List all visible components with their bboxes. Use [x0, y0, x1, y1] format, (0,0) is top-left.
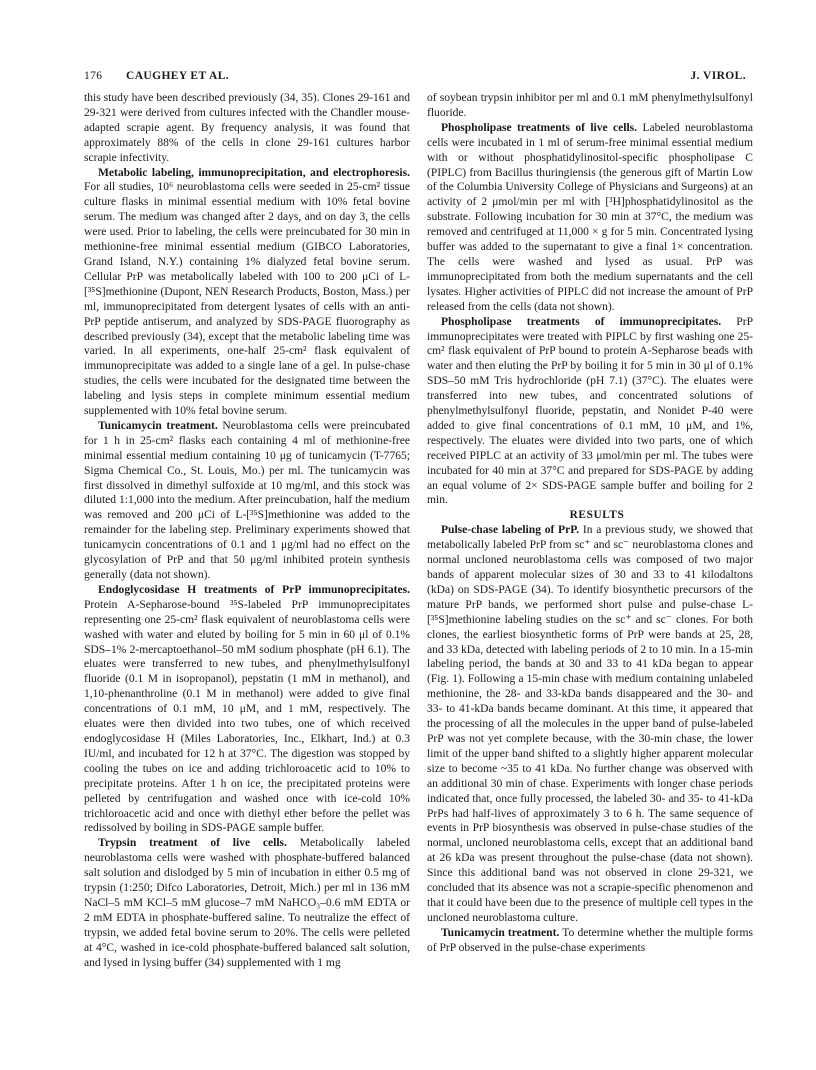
run-in-heading: Trypsin treatment of live cells.: [98, 837, 287, 850]
paragraph-body: Neuroblastoma cells were preincubated for 1 h in 25-cm² flasks each containing 4 ml of methionine-free minimal essential medium containing 10 μg of tunicamycin (T-7765; Sigma Chemical Co., St. Louis, Mo.) per ml. The tunicamycin was first dissolved in dimethyl sulfoxide at 10 mg/ml, and this stock was diluted 1:1,000 into the medium. After preincubation, half the medium was removed and 200 μCi of L-[³⁵S]methionine was added to the remainder for the labeling step. Preliminary experiments showed that tunicamycin concentrations of 0.1 and 1 μg/ml had no effect on the glycosylation of PrP and that 50 μg/ml inhibited protein synthesis generally (data not shown).: [84, 419, 410, 581]
paragraph-body: Protein A-Sepharose-bound ³⁵S-labeled PrP immunoprecipitates representing one 25-cm² flask equivalent of neuroblastoma cells were washed with water and eluted by boiling for 5 min in 60 μl of 0.1% SDS–1% 2-mercaptoethanol–50 mM sodium phosphate (pH 6.1). The eluates were transferred to new tubes, and phenylmethylsulfonyl fluoride (0.1 M in isopropanol), pepstatin (1 mM in methanol), and 1,10-phenanthroline (0.1 M in methanol) were added to give final concentrations of 0.1 mM, 10 μM, and 1 mM, respectively. The eluates were then divided into two tubes, one of which received endoglycosidase H (Miles Laboratories, Inc., Elkhart, Ind.) at 0.3 IU/ml, and incubated for 12 h at 37°C. The digestion was stopped by cooling the tubes on ice and adding trichloroacetic acid to 10% to precipitate proteins. After 1 h on ice, the precipitated proteins were pelleted by centrifugation and washed once with ice-cold 10% trichloroacetic acid and once with diethyl ether before the pellet was redissolved by boiling in SDS-PAGE sample buffer.: [84, 598, 410, 835]
run-in-heading: Endoglycosidase H treatments of PrP immunoprecipitates.: [98, 583, 410, 596]
run-in-heading: Tunicamycin treatment.: [98, 419, 218, 432]
run-in-heading: Tunicamycin treatment.: [441, 926, 560, 939]
page-number: 176: [84, 70, 103, 82]
paragraph-body: Labeled neuroblastoma cells were incubated in 1 ml of serum-free minimal essential medium with or without phosphatidylinositol-specific phospholipase C (PIPLC) from Bacillus thuringiensis (the generous gift of Martin Low of the Columbia University College of Physicians and Surgeons) at an activity of 2 μmol/min per ml with [³H]phosphatidylinositol as the substrate. Following incubation for 30 min at 37°C, the medium was removed and centrifuged at 11,000 × g for 5 min. Concentrated lysing buffer was added to the supernatant to give a final 1× concentration. The cells were washed and lysed as usual. PrP was immunoprecipitated from both the medium supernatants and the cell lysates. Higher activities of PIPLC did not increase the amount of PrP released from the cells (data not shown).: [427, 121, 753, 313]
left-column: [84, 91, 410, 1056]
paragraph-tunicamycin-methods: [84, 419, 410, 583]
run-in-heading: Phospholipase treatments of live cells.: [441, 121, 638, 134]
paragraph-phospholipase-live: [427, 121, 753, 315]
run-in-heading: Metabolic labeling, immunoprecipitation, and electrophoresis.: [98, 166, 410, 179]
paragraph-continued: this study have been described previously (34, 35). Clones 29-161 and 29-321 were derived from cultures infected with the Chandler mouse-adapted scrapie agent. By frequency analysis, it was found that approximately 88% of the cells in clone 29-161 cultures harbor scrapie infectivity.: [84, 92, 410, 164]
paragraph-continued: of soybean trypsin inhibitor per ml and 0.1 mM phenylmethylsulfonyl fluoride.: [427, 92, 753, 119]
paragraph-body: Metabolically labeled neuroblastoma cells were washed with phosphate-buffered balanced salt solution and dislodged by 5 min of incubation in either 0.5 mg of trypsin (1:250; Difco Laboratories, Detroit, Mich.) per ml in 136 mM NaCl–5 mM KCl–5 mM glucose–7 mM NaHCO₃–0.6 mM EDTA or 2 mM EDTA in phosphate-buffered saline. To neutralize the effect of trypsin, we added fetal bovine serum to 20%. The cells were pelleted at 4°C, washed in ice-cold phosphate-buffered balanced salt solution, and lysed in lysing buffer (34) supplemented with 1 mg: [84, 837, 410, 969]
paragraph-trypsin: [84, 836, 410, 970]
paragraph-phospholipase-immunoprecipitates: [427, 315, 753, 509]
running-header: [84, 70, 746, 86]
right-column: [427, 91, 753, 1056]
paragraph-body: In a previous study, we showed that metabolically labeled PrP from sc⁺ and sc⁻ neuroblastoma clones and normal uncloned neuroblastoma cells was composed of two major bands of apparent molecular sizes of 30 and 33 to 41 kilodaltons (kDa) on SDS-PAGE (34). To identify biosynthetic precursors of the mature PrP bands, we performed short pulse and pulse-chase L-[³⁵S]methionine labeling studies on the sc⁺ and sc⁻ clones. For both clones, the earliest biosynthetic forms of PrP were bands at 25, 28, and 33 kDa, detected with labeling periods of 2 to 10 min. In a 15-min labeling period, the bands at 30 and 33 to 41 kDa began to appear (Fig. 1). Following a 15-min chase with medium containing unlabeled methionine, the 28- and 33-kDa bands disappeared and the 30- and 33- to 41-kDa bands became dominant. At this time, it appeared that the processing of all the molecules in the upper band of pulse-labeled PrP was not yet complete because, with the 30-min chase, the lower limit of the upper band shifted to a slightly higher apparent molecular size to become ~35 to 41 kDa. No further change was observed with an additional 30 min of chase. Experiments with longer chase periods indicated that, once fully processed, the labeled 30- and 35- to 41-kDa PrPs had half-lives of approximately 3 to 6 h. The same sequence of events in PrP biosynthesis was observed in pulse-chase studies of the normal, uncloned neuroblastoma cells, except that an additional band at 26 kDa was present throughout the pulse-chase (data not shown). Since this additional band was not observed in clone 29-321, we concluded that its absence was not a scrapie-specific phenomenon and that it could have been due to the presence of multiple cell types in the uncloned neuroblastoma culture.: [427, 524, 753, 924]
section-heading-results: RESULTS: [569, 509, 625, 522]
paragraph-body: For all studies, 10⁶ neuroblastoma cells were seeded in 25-cm² tissue culture flasks in minimal essential medium with 10% fetal bovine serum. The medium was changed after 2 days, and on day 3, the cells were used. Prior to labeling, the cells were preincubated for 30 min in methionine-free minimal essential medium (GIBCO Laboratories, Grand Island, N.Y.) containing 1% dialyzed fetal bovine serum. Cellular PrP was metabolically labeled with 100 to 200 μCi of L-[³⁵S]methionine (Dupont, NEN Research Products, Boston, Mass.) per ml, immunoprecipitated from detergent lysates of cells with an anti-PrP peptide antiserum, and analyzed by SDS-PAGE fluorography as described previously (34), except that the metabolic labeling time was varied. In all experiments, one-half 25-cm² flask equivalent of immunoprecipitate was added to a single lane of a gel. In pulse-chase studies, the cells were incubated for the designated time between the labeling and lysis steps in complete minimum essential medium supplemented with 10% fetal bovine serum.: [84, 181, 410, 418]
run-in-heading: Phospholipase treatments of immunoprecipitates.: [441, 315, 722, 328]
paragraph-metabolic-labeling: [84, 166, 410, 419]
paragraph-tunicamycin-results: [427, 926, 753, 956]
paragraph-body: To determine whether the multiple forms of PrP observed in the pulse-chase experiments: [427, 926, 753, 954]
journal-name: J. VIROL.: [690, 70, 746, 82]
run-in-heading: Pulse-chase labeling of PrP.: [441, 524, 580, 537]
paragraph-pulse-chase: [427, 523, 753, 925]
running-authors: CAUGHEY ET AL.: [126, 70, 230, 82]
paragraph-endoglycosidase: [84, 583, 410, 836]
paragraph-body: PrP immunoprecipitates were treated with PIPLC by first washing one 25-cm² flask equivalent of PrP bound to protein A-Sepharose beads with water and then eluting the PrP by boiling it for 5 min in 30 μl of 0.1% SDS–50 mM Tris hydrochloride (pH 7.1) (37°C). The eluates were transferred into new tubes, and concentrated solutions of phenylmethylsulfonyl fluoride, pepstatin, and Nonidet P-40 were added to give final concentrations of 0.1 mM, 10 μM, and 1%, respectively. The eluates were divided into two parts, one of which received PIPLC at an activity of 33 μmol/min per ml. The tubes were incubated for 40 min at 37°C and prepared for SDS-PAGE by adding an equal volume of 2× SDS-PAGE sample buffer and boiling for 2 min.: [427, 315, 753, 507]
